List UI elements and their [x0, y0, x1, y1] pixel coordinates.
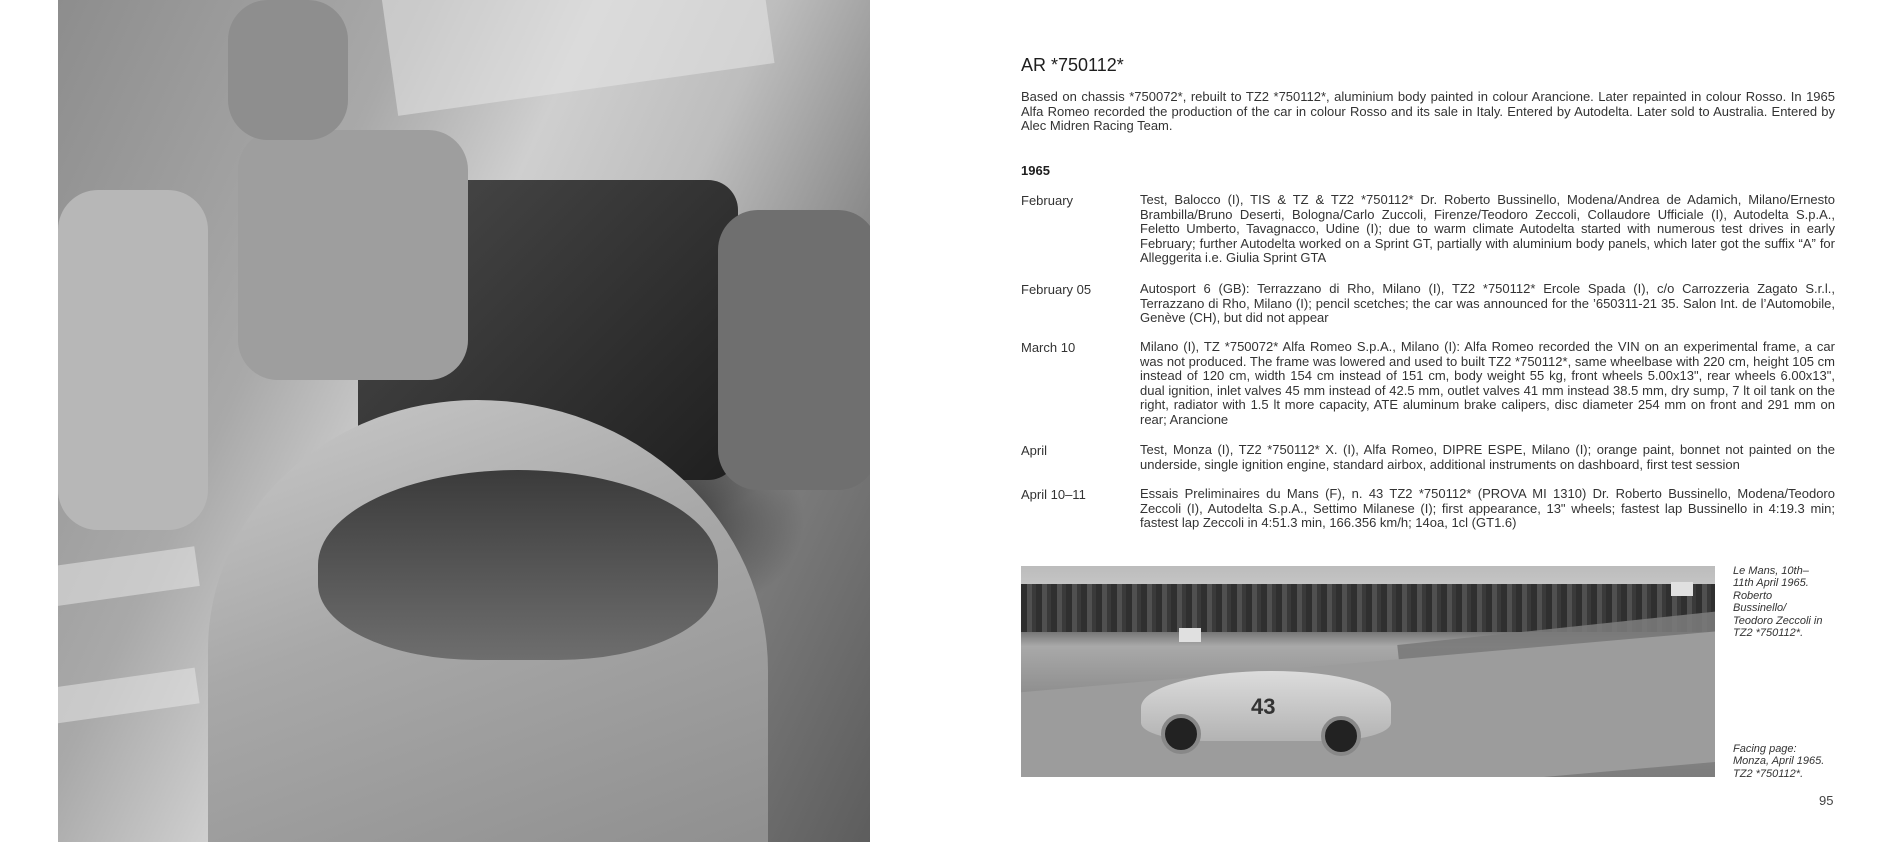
chassis-title: AR *750112* [1021, 55, 1124, 75]
entry-date: April 10–11 [1021, 487, 1086, 502]
race-photo-caption: Le Mans, 10th–11th April 1965. Roberto Bussinello/ Teodoro Zeccoli in TZ2 *750112*. [1733, 565, 1823, 640]
entry-date: March 10 [1021, 340, 1076, 355]
entry-date: April [1021, 443, 1048, 458]
entry-date: February 05 [1021, 282, 1092, 297]
le-mans-race-photo [1021, 566, 1715, 777]
mechanic-right [718, 210, 870, 490]
track-sign [1179, 628, 1201, 642]
mechanic-left [58, 190, 208, 530]
entry-text: Test, Monza (I), TZ2 *750112* X. (I), Alfa Romeo, DIPRE ESPE, Milano (I); orange paint, bonnet not painted on the underside, single ignition engine, standard airbox, additional instruments on dashboard, first test session [1140, 442, 1835, 472]
car-wheel [1321, 716, 1361, 756]
mechanics-engine-photo [58, 0, 870, 842]
car-number: 43 [1251, 694, 1276, 719]
car-wheel [1161, 714, 1201, 754]
mechanic-center [238, 130, 468, 380]
windscreen [318, 470, 718, 660]
year-heading: 1965 [1021, 163, 1050, 178]
facing-page-caption: Facing page: Monza, April 1965. TZ2 *750112*. [1733, 743, 1825, 780]
page-number: 95 [1819, 793, 1834, 808]
entry-text: Test, Balocco (I), TIS & TZ & TZ2 *750112* Dr. Roberto Bussinello, Modena/Andrea de Adamich, Milano/Ernesto Brambilla/Bruno Deserti, Bologna/Carlo Zuccoli, Firenze/Teodoro Zeccoli, Collaudore Ufficiale (I), Autodelta S.p.A., Feletto Umberto, Tavagnacco, Udine (I); due to warm climate Autodelta started with numerous test drives in early February; further Autodelta worked on a Sprint GT, partially with aluminium body panels, which later got the suffix “A” for Alleggerita i.e. Giulia Sprint GTA [1140, 192, 1835, 266]
entry-text: Milano (I), TZ *750072* Alfa Romeo S.p.A., Milano (I): Alfa Romeo recorded the VIN on an experimental frame, a car was not produced. The frame was lowered and used to built TZ2 *750112*, same wheelbase with 220 cm, height 105 cm instead of 120 cm, width 154 cm instead of 151 cm, body weight 55 kg, front wheels 5.00x13", rear wheels 6.00x13", dual ignition, inlet valves 45 mm instead of 42.5 mm, outlet valves 41 mm instead 38.5 mm, dry sump, 7 lt oil tank on the right, radiator with 1.5 lt more capacity, ATE aluminum brake calipers, disc diameter 254 mm on front and 291 mm on rear; Arancione [1140, 339, 1835, 427]
mechanic-top [228, 0, 348, 140]
entry-text: Autosport 6 (GB): Terrazzano di Rho, Milano (I), TZ2 *750112* Ercole Spada (I), c/o Carrozzeria Zagato S.r.l., Terrazzano di Rho, Milano (I); pencil scetches; the car was announced for the ’650311-21 35. Salon Int. de l’Automobile, Genève (CH), but did not appear [1140, 281, 1835, 326]
track-sign [1671, 582, 1693, 596]
entry-text: Essais Preliminaires du Mans (F), n. 43 TZ2 *750112* (PROVA MI 1310) Dr. Roberto Bussinello, Modena/Teodoro Zeccoli (I), Autodelta S.p.A., Settimo Milanese (I); first appearance, 13" wheels; fastest lap Bussinello in 4:19.3 min; fastest lap Zeccoli in 4:51.3 min, 166.356 km/h; 14oa, 1cl (GT1.6) [1140, 486, 1835, 531]
entry-date: February [1021, 193, 1074, 208]
intro-paragraph: Based on chassis *750072*, rebuilt to TZ2 *750112*, aluminium body painted in colour Arancione. Later repainted in colour Rosso. In 1965 Alfa Romeo recorded the production of the car in colour Rosso and its sale in Italy. Entered by Autodelta. Later sold to Australia. Entered by Alec Midren Racing Team. [1021, 89, 1835, 134]
